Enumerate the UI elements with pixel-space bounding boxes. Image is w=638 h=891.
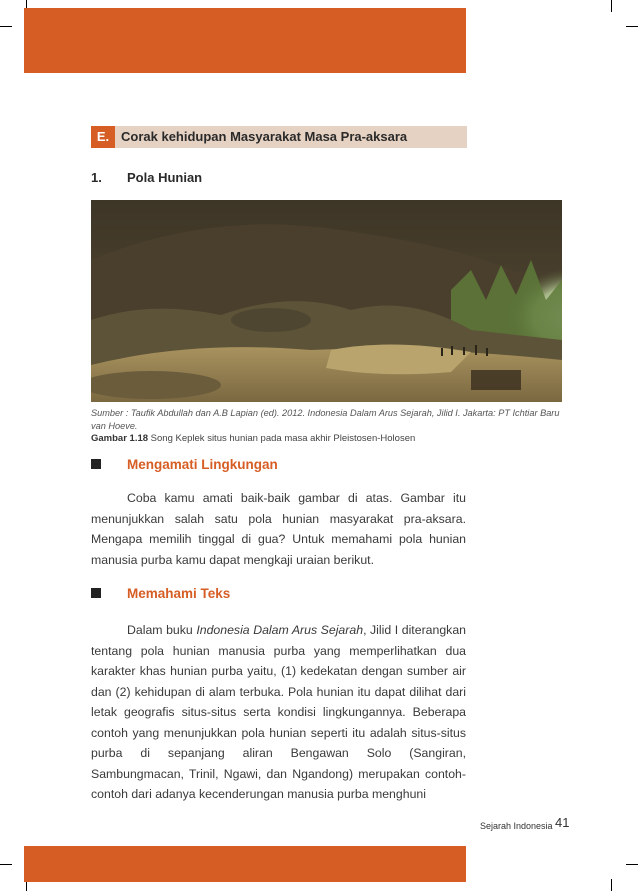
- figure-source: Sumber : Taufik Abdullah dan A.B Lapian (ed). 2012. Indonesia Dalam Arus Sejarah, Jilid I. Jakarta: PT Ichtiar Baru van Hoeve.: [91, 408, 560, 431]
- crop-mark: [611, 0, 612, 12]
- subsection-title: Memahami Teks: [127, 585, 231, 601]
- footer-book-title: Sejarah Indonesia: [480, 821, 553, 831]
- crop-mark: [0, 864, 12, 865]
- heading-title: Pola Hunian: [127, 170, 203, 185]
- crop-mark: [611, 879, 612, 891]
- paragraph-text: Coba kamu amati baik-baik gambar di atas. Gambar itu menunjukkan salah satu pola hunian masyarakat pra-aksara. Mengapa memilih tinggal di gua? Untuk memahami pola hunian manusia purba kamu dapat mengkaji uraian berikut.: [91, 491, 466, 567]
- section-letter: E.: [91, 126, 115, 148]
- section-title: Corak kehidupan Masyarakat Masa Pra-aksara: [121, 129, 408, 144]
- figure-label: Gambar 1.18: [91, 433, 149, 444]
- page-number: 41: [555, 815, 570, 830]
- book-title: Indonesia Dalam Arus Sejarah: [196, 623, 364, 637]
- heading-number: 1.: [91, 170, 102, 185]
- figure-description: Song Keplek situs hunian pada masa akhir Pleistosen-Holosen: [148, 433, 416, 444]
- paragraph-text: Dalam buku: [127, 623, 197, 637]
- figure-caption: [91, 433, 563, 445]
- subsection-title: Mengamati Lingkungan: [127, 456, 278, 472]
- subsection-heading: [91, 584, 230, 602]
- paragraph: [91, 620, 466, 805]
- crop-mark: [626, 26, 638, 27]
- paragraph-text: , Jilid I diterangkan tentang pola hunian manusia purba yang memperlihatkan dua karakter khas hunian purba yaitu, (1) kedekatan dengan sumber air dan (2) kehidupan di alam terbuka. Pola hunian itu dapat dilihat dari letak geografis situs-situs serta kondisi lingkungannya. Beberapa contoh yang menunjukkan pola hunian seperti itu adalah situs-situs purba di sepanjang aliran Bengawan Solo (Sangiran, Sambungmacan, Trinil, Ngawi, dan Ngandong) merupakan contoh-contoh dari adanya kecenderungan manusia purba menghuni: [91, 623, 467, 801]
- footer-band: [24, 846, 466, 882]
- crop-mark: [626, 864, 638, 865]
- subsection-heading: [91, 455, 278, 473]
- section-header: [91, 126, 467, 148]
- bullet-square-icon: [91, 459, 101, 469]
- header-band: [24, 8, 466, 73]
- cave-photo: [91, 200, 562, 402]
- paragraph: [91, 488, 466, 570]
- crop-mark: [0, 26, 12, 27]
- bullet-square-icon: [91, 588, 101, 598]
